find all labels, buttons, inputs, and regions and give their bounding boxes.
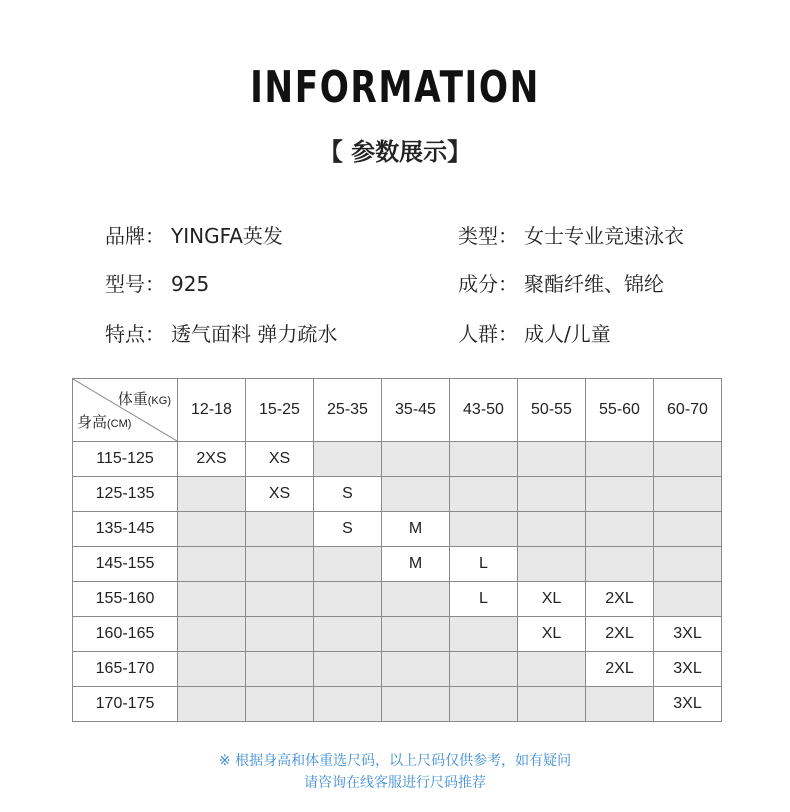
empty-size-cell	[450, 442, 518, 477]
size-cell: 2XS	[178, 442, 246, 477]
spec-type	[458, 220, 684, 249]
table-row	[73, 477, 722, 512]
weight-range-header: 55-60	[586, 379, 654, 442]
empty-size-cell	[382, 477, 450, 512]
empty-size-cell	[246, 582, 314, 617]
spec-model-value: 925	[171, 272, 210, 296]
corner-height-text: 身高	[77, 414, 108, 431]
size-chart-header-row	[73, 379, 722, 442]
empty-size-cell	[654, 442, 722, 477]
empty-size-cell	[314, 582, 382, 617]
corner-weight-text: 体重	[117, 391, 148, 408]
size-cell: 3XL	[654, 617, 722, 652]
empty-size-cell	[246, 617, 314, 652]
empty-size-cell	[518, 687, 586, 722]
spec-features-value: 透气面料 弹力疏水	[171, 322, 338, 346]
empty-size-cell	[382, 617, 450, 652]
empty-size-cell	[314, 652, 382, 687]
size-cell: XL	[518, 582, 586, 617]
size-cell: 3XL	[654, 652, 722, 687]
empty-size-cell	[382, 652, 450, 687]
empty-size-cell	[246, 687, 314, 722]
spec-type-label: 类型：	[458, 224, 518, 248]
empty-size-cell	[178, 687, 246, 722]
size-cell: XS	[246, 442, 314, 477]
size-cell: M	[382, 547, 450, 582]
empty-size-cell	[178, 652, 246, 687]
empty-size-cell	[450, 512, 518, 547]
weight-range-header: 60-70	[654, 379, 722, 442]
height-range-cell: 170-175	[73, 687, 178, 722]
weight-range-header: 35-45	[382, 379, 450, 442]
empty-size-cell	[450, 477, 518, 512]
spec-type-value: 女士专业竞速泳衣	[524, 224, 684, 248]
empty-size-cell	[586, 687, 654, 722]
empty-size-cell	[314, 687, 382, 722]
page-title: INFORMATION	[250, 62, 540, 113]
empty-size-cell	[518, 512, 586, 547]
spec-features-label: 特点：	[105, 322, 165, 346]
corner-height-label	[77, 411, 131, 432]
table-row	[73, 512, 722, 547]
spec-model-label: 型号：	[105, 272, 165, 296]
empty-size-cell	[178, 512, 246, 547]
corner-weight-unit: (KG)	[147, 395, 171, 407]
empty-size-cell	[586, 547, 654, 582]
table-row	[73, 582, 722, 617]
weight-range-header: 15-25	[246, 379, 314, 442]
height-range-cell: 155-160	[73, 582, 178, 617]
empty-size-cell	[382, 582, 450, 617]
empty-size-cell	[178, 477, 246, 512]
empty-size-cell	[450, 687, 518, 722]
size-note-line1: ※ 根据身高和体重选尺码，以上尺码仅供参考，如有疑问	[218, 753, 572, 769]
size-chart-table	[72, 378, 722, 722]
empty-size-cell	[518, 547, 586, 582]
empty-size-cell	[654, 512, 722, 547]
empty-size-cell	[246, 547, 314, 582]
empty-size-cell	[246, 652, 314, 687]
empty-size-cell	[178, 582, 246, 617]
size-cell: 2XL	[586, 617, 654, 652]
empty-size-cell	[178, 547, 246, 582]
spec-model	[105, 268, 209, 297]
size-cell: S	[314, 477, 382, 512]
height-range-cell: 165-170	[73, 652, 178, 687]
spec-brand	[105, 220, 283, 249]
size-cell: 2XL	[586, 582, 654, 617]
empty-size-cell	[586, 477, 654, 512]
spec-features	[105, 318, 337, 347]
size-cell: XL	[518, 617, 586, 652]
table-row	[73, 652, 722, 687]
height-range-cell: 145-155	[73, 547, 178, 582]
table-row	[73, 547, 722, 582]
empty-size-cell	[450, 617, 518, 652]
table-row	[73, 442, 722, 477]
empty-size-cell	[518, 652, 586, 687]
spec-audience-label: 人群：	[458, 322, 518, 346]
size-cell: 3XL	[654, 687, 722, 722]
empty-size-cell	[654, 477, 722, 512]
spec-material	[458, 268, 664, 297]
empty-size-cell	[314, 617, 382, 652]
weight-range-header: 25-35	[314, 379, 382, 442]
height-range-cell: 160-165	[73, 617, 178, 652]
height-range-cell: 115-125	[73, 442, 178, 477]
height-range-cell: 125-135	[73, 477, 178, 512]
spec-audience-value: 成人/儿童	[524, 322, 611, 346]
weight-range-header: 50-55	[518, 379, 586, 442]
height-range-cell: 135-145	[73, 512, 178, 547]
size-note-line2: 请咨询在线客服进行尺码推荐	[304, 775, 486, 791]
size-cell: S	[314, 512, 382, 547]
empty-size-cell	[654, 582, 722, 617]
empty-size-cell	[518, 477, 586, 512]
weight-range-header: 12-18	[178, 379, 246, 442]
spec-brand-value: YINGFA英发	[171, 224, 283, 248]
page-subtitle: 【 参数展示】	[318, 138, 472, 166]
table-row	[73, 617, 722, 652]
empty-size-cell	[518, 442, 586, 477]
empty-size-cell	[178, 617, 246, 652]
weight-range-header: 43-50	[450, 379, 518, 442]
size-chart-corner	[73, 379, 178, 442]
size-cell: 2XL	[586, 652, 654, 687]
empty-size-cell	[382, 442, 450, 477]
empty-size-cell	[314, 547, 382, 582]
spec-material-value: 聚酯纤维、锦纶	[524, 272, 664, 296]
empty-size-cell	[654, 547, 722, 582]
spec-material-label: 成分：	[458, 272, 518, 296]
empty-size-cell	[246, 512, 314, 547]
table-row	[73, 687, 722, 722]
size-cell: L	[450, 547, 518, 582]
empty-size-cell	[586, 442, 654, 477]
empty-size-cell	[314, 442, 382, 477]
spec-brand-label: 品牌：	[105, 224, 165, 248]
size-cell: M	[382, 512, 450, 547]
corner-weight-label	[118, 388, 171, 409]
size-cell: L	[450, 582, 518, 617]
empty-size-cell	[382, 687, 450, 722]
empty-size-cell	[586, 512, 654, 547]
size-cell: XS	[246, 477, 314, 512]
empty-size-cell	[450, 652, 518, 687]
spec-audience	[458, 318, 611, 347]
corner-height-unit: (CM)	[107, 418, 132, 430]
